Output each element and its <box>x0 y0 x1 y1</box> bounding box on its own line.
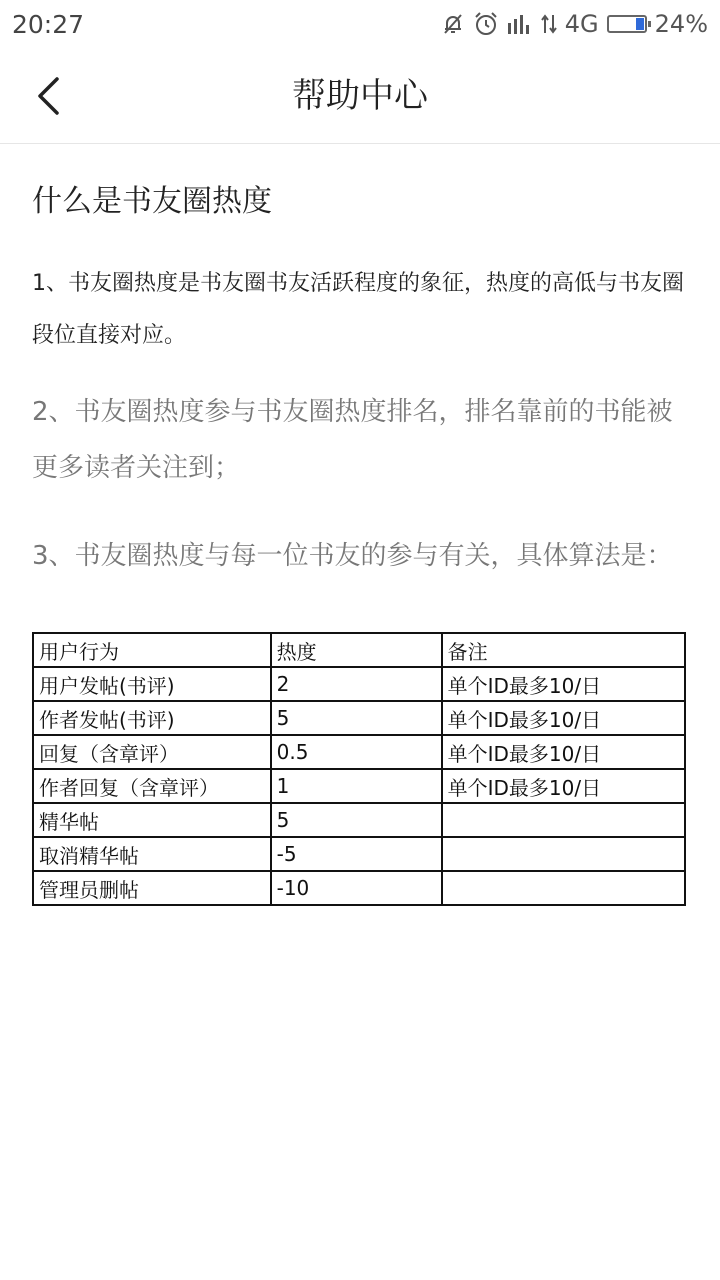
battery-level <box>636 18 644 30</box>
table-cell: 单个ID最多10/日 <box>442 769 685 803</box>
table-header-cell: 用户行为 <box>33 633 271 667</box>
table-cell: 单个ID最多10/日 <box>442 701 685 735</box>
table-cell: -5 <box>271 837 442 871</box>
network-type: 4G <box>564 10 599 38</box>
table-cell <box>442 803 685 837</box>
page-title: 帮助中心 <box>292 76 428 116</box>
table-row <box>33 735 685 769</box>
table-cell: 回复（含章评） <box>33 735 271 769</box>
table-row <box>33 803 685 837</box>
table-cell: 5 <box>271 701 442 735</box>
alarm-icon <box>473 11 499 37</box>
table-row <box>33 701 685 735</box>
article-content <box>32 144 688 902</box>
article-paragraph-3: 3、书友圈热度与每一位书友的参与有关，具体算法是： <box>32 541 673 571</box>
table-cell: 2 <box>271 667 442 701</box>
table-row <box>33 871 685 905</box>
battery-icon <box>607 15 647 33</box>
table-cell: 单个ID最多10/日 <box>442 735 685 769</box>
table-header-row <box>33 633 685 667</box>
signal-bars-icon <box>507 13 533 35</box>
table-cell: 作者回复（含章评） <box>33 769 271 803</box>
article-paragraph-2: 2、书友圈热度参与书友圈热度排名，排名靠前的书能被更多读者关注到； <box>32 397 673 483</box>
status-time: 20:27 <box>12 9 85 39</box>
table-row <box>33 837 685 871</box>
table-cell: 用户发帖(书评) <box>33 667 271 701</box>
heat-rules-table <box>32 632 686 906</box>
table-cell: 精华帖 <box>33 803 271 837</box>
table-cell: 1 <box>271 769 442 803</box>
article-title: 什么是书友圈热度 <box>32 184 272 219</box>
table-cell: 管理员删帖 <box>33 871 271 905</box>
table-cell: 0.5 <box>271 735 442 769</box>
table-cell: 5 <box>271 803 442 837</box>
table-cell <box>442 837 685 871</box>
battery-percent: 24% <box>654 10 708 38</box>
table-cell: 取消精华帖 <box>33 837 271 871</box>
nav-bar <box>0 48 720 144</box>
table-row <box>33 667 685 701</box>
table-cell: -10 <box>271 871 442 905</box>
data-arrows-icon <box>541 13 557 35</box>
status-icons <box>441 10 708 38</box>
article-paragraph-1: 1、书友圈热度是书友圈书友活跃程度的象征，热度的高低与书友圈段位直接对应。 <box>32 271 684 348</box>
table-cell: 单个ID最多10/日 <box>442 667 685 701</box>
table-header-cell: 热度 <box>271 633 442 667</box>
table-cell: 作者发帖(书评) <box>33 701 271 735</box>
table-cell <box>442 871 685 905</box>
table-row <box>33 769 685 803</box>
status-bar <box>0 0 720 48</box>
mute-bell-icon <box>441 12 465 36</box>
table-header-cell: 备注 <box>442 633 685 667</box>
